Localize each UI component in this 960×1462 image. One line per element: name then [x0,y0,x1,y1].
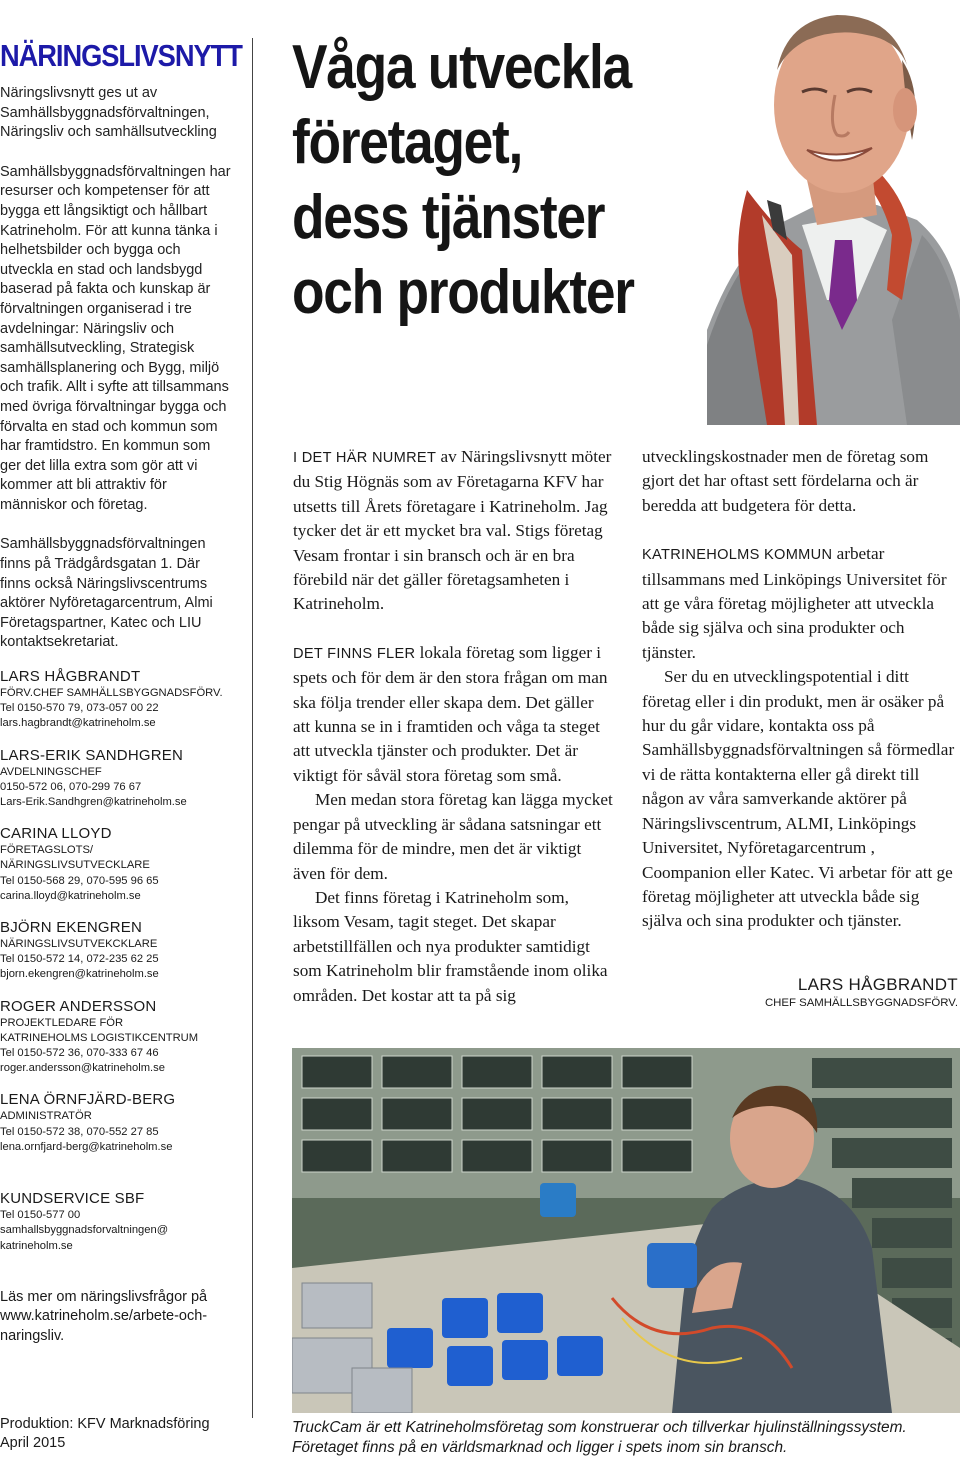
workshop-photo [292,1048,960,1413]
contact-detail: ADMINISTRATÖR [0,1110,92,1123]
contact-card [0,1090,232,1155]
intro-text: Näringslivsnytt ges ut av Samhällsbyggnadsförvaltningen, Näringsliv och samhällsutveckling [0,85,217,141]
contact-detail: PROJEKTLEDARE FÖR [0,1016,124,1029]
contact-name: CARINA LLOYD [0,825,112,843]
contact-email[interactable]: Lars-Erik.Sandhgren@katrineholm.se [0,796,187,809]
contact-detail: Tel 0150-568 29, 070-595 96 65 [0,874,159,887]
paragraph-text: Det finns företag i Katrineholm som, liksom Vesam, tagit steget. Det skapar arbetstillfällen och nya produkter samtidigt som Katrineholm blir framstående inom olika områden. Det kostar att ta på sig [293,887,608,1005]
contact-name: LARS HÅGBRANDT [0,668,141,686]
headline-line: Våga utveckla [292,33,631,102]
paragraph-lead: I DET HÄR NUMRET [293,450,437,466]
contact-email[interactable]: roger.andersson@katrineholm.se [0,1062,165,1075]
section-title: NÄRINGSLIVSNYTT [0,38,242,73]
article-column-1 [293,445,613,1008]
paragraph-lead: KATRINEHOLMS KOMMUN [642,547,833,564]
headline-line: dess tjänster [292,183,605,252]
headline-line: och produkter [292,258,634,327]
article-paragraph [293,886,613,1008]
contact-email[interactable]: lena.ornfjard-berg@katrineholm.se [0,1140,173,1153]
column-divider [252,38,253,1418]
contact-detail: Tel 0150-570 79, 073-057 00 22 [0,702,159,715]
portrait-photo [707,0,960,425]
paragraph-text: arbetar tillsammans med Linköpings Universitet för att ge våra företag möjligheter att utveckla både sig själva och sina produkter och tjänster. [642,544,947,662]
signature [765,974,958,1011]
paragraph-text: Ser du en utvecklingspotential i ditt företag eller i din produkt, men är osäker på hur du går vidare, kontakta oss på Samhällsbyggnadsförvaltningen så förmedlar vi de rätta kontakterna eller gå direkt till någon av våra samverkande aktörer på Näringslivscentrum, ALMI, Linköpings Universitet, Nyföretagarcentrum , Coompanion eller Katec. Vi arbetar för att ge företag möjligheter att utveckla både sig själva och sina produkter och tjänster. [642,667,955,931]
headline-line: företaget, [292,108,523,177]
article-paragraph [293,788,613,886]
paragraph-lead: DET FINNS FLER [293,645,416,662]
contact-card [0,918,232,983]
workshop-illustration [292,1048,960,1413]
contact-card [0,746,232,811]
contact-email[interactable]: lars.hagbrandt@katrineholm.se [0,717,156,730]
paragraph-text: lokala företag som ligger i spets och för dem är den stora frågan om man ska följa trender eller skapa dem. Det gäller att kunna se in i framtiden och våga ta steget att utveckla tjänster och produkter. Det är viktigt för såväl stora företag som små. [293,642,608,785]
paragraph-text: utvecklingskostnader men de företag som gjort det har oftast sett fördelarna och är beredda att budgetera för detta. [642,447,929,515]
photo-caption: TruckCam är ett Katrineholmsföretag som konstruerar och tillverkar hjulinställningssystem. Företaget finns på en världsmarknad och ligger i spets inom sin bransch. [292,1419,907,1456]
article-paragraph [293,641,613,788]
contact-detail: 0150-572 06, 070-299 76 67 [0,780,142,793]
read-more-text[interactable]: Läs mer om näringslivsfrågor på www.katrineholm.se/arbete-och-naringsliv. [0,1288,208,1344]
contact-name: LARS-ERIK SANDHGREN [0,746,184,764]
kundservice-name: KUNDSERVICE SBF [0,1190,145,1208]
contact-card [0,824,232,904]
production-line: Produktion: KFV Marknadsföring [0,1416,210,1432]
production-date: April 2015 [0,1435,66,1451]
article-paragraph [293,445,613,617]
contact-name: BJÖRN EKENGREN [0,919,142,937]
contact-detail: NÄRINGSLIVSUTVECKLARE [0,859,150,872]
portrait-illustration [707,0,960,425]
article-paragraph [642,542,960,665]
contact-detail: KATRINEHOLMS LOGISTIKCENTRUM [0,1031,199,1044]
location-description: Samhällsbyggnadsförvaltningen finns på Trädgårdsgatan 1. Där finns också Näringslivscentrums aktörer Nyföretagarcentrum, Almi Företagspartner, Katec och LIU kontaktsekretariat. [0,536,213,651]
kundservice-email-domain[interactable]: katrineholm.se [0,1239,73,1252]
contact-name: ROGER ANDERSSON [0,997,157,1015]
contact-detail: Tel 0150-572 14, 072-235 62 25 [0,953,159,966]
contact-card [0,997,232,1077]
production-credit [0,1415,232,1453]
department-description: Samhällsbyggnadsförvaltningen har resurser och kompetenser för att bygga ett långsiktigt och hållbart Katrineholm. För att kunna tänka i helhetsbilder och bygga och utveckla en stad och landsbygd baserad på fakta och kunskap är förvaltningen organiserad i tre avdelningar: Näringsliv och samhällsutveckling, Strategisk samhällsplanering och Bygg, miljö och trafik. Allt i syfte att tillsammans med övriga förvaltningar bygga och förvalta en stad och kommun som har framtidstro. En kommun som ger det lilla extra som gör att vi kommer att bli attraktiv för människor och företag. [0,163,231,513]
article-column-2 [642,445,960,934]
contact-detail: FÖRETAGSLOTS/ [0,844,94,857]
kundservice [0,1189,232,1254]
kundservice-phone: Tel 0150-577 00 [0,1209,81,1222]
contact-detail: FÖRV.CHEF SAMHÄLLSBYGGNADSFÖRV. [0,687,223,700]
paragraph-text: av Näringslivsnytt möter du Stig Högnäs som av Företagarna KFV har utsetts till Årets företagare i Katrineholm. Jag tycker det är ett mycket bra val. Stigs företag Vesam frontar i sin bransch och är en bra förebild när det gäller företagsamheten i Katrineholm. [293,447,612,614]
kundservice-email[interactable]: samhallsbyggnadsforvaltningen@ [0,1224,169,1237]
signature-role: CHEF SAMHÄLLSBYGGNADSFÖRV. [764,997,958,1009]
signature-name: LARS HÅGBRANDT [797,975,958,994]
contact-name: LENA ÖRNFJÄRD-BERG [0,1091,176,1109]
contact-card [0,667,232,732]
contact-detail: AVDELNINGSCHEF [0,765,102,778]
contact-list [0,667,232,1155]
contact-detail: NÄRINGSLIVSUTVEKCKLARE [0,938,158,951]
contact-detail: Tel 0150-572 38, 070-552 27 85 [0,1125,159,1138]
paragraph-text: Men medan stora företag kan lägga mycket pengar på utveckling är sådana satsningar ett dilemma för de mindre, men det är viktigt även för dem. [293,790,613,883]
contact-detail: Tel 0150-572 36, 070-333 67 46 [0,1047,159,1060]
headline [292,30,670,330]
sidebar [0,38,242,1346]
contact-email[interactable]: bjorn.ekengren@katrineholm.se [0,968,159,981]
contact-email[interactable]: carina.lloyd@katrineholm.se [0,889,141,902]
article-paragraph [642,445,960,518]
article-paragraph [642,665,960,933]
